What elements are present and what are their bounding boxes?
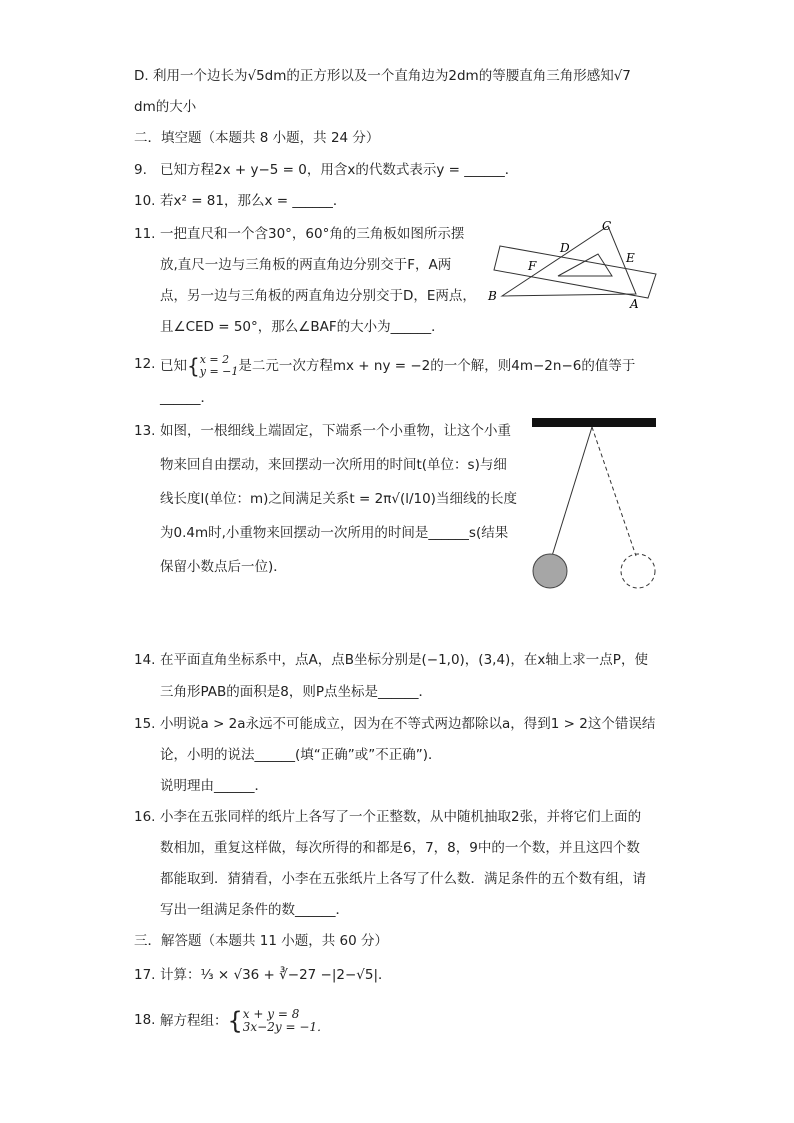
q16-line1: 小李在五张同样的纸片上各写了一个正整数，从中随机抽取2张，并将它们上面的 <box>160 809 642 825</box>
q15-number: 15. <box>134 716 156 732</box>
q14-line1: 在平面直角坐标系中，点A，点B坐标分别是(−1,0)，(3,4)，在x轴上求一点P，使 <box>160 652 648 668</box>
pendulum-string-swing <box>592 427 636 556</box>
option-d-line2: dm的大小 <box>134 99 197 115</box>
q9-text: 已知方程2x + y−5 = 0，用含x的代数式表示y = ______． <box>160 162 519 178</box>
q18-eq-bottom: 3x−2y = −1． <box>242 1020 330 1034</box>
q14-number: 14. <box>134 652 156 668</box>
q11-line4: 且∠CED = 50°，那么∠BAF的大小为______． <box>160 319 445 335</box>
q13-line4: 为0.4m时,小重物来回摆动一次所用的时间是______s(结果 <box>160 525 509 541</box>
q12-eq-top: x = 2 <box>199 353 230 366</box>
section-3-heading: 三．解答题（本题共 11 小题，共 60 分） <box>134 933 389 949</box>
q11-line2: 放,直尺一边与三角板的两直角边分别交于F，A两 <box>160 257 452 273</box>
ruler-triangle-figure <box>486 216 666 316</box>
q16-line3: 都能取到．猜猜看，小李在五张纸片上各写了什么数．满足条件的五个数有组，请 <box>160 871 646 887</box>
pendulum-string <box>552 427 592 556</box>
q16-number: 16. <box>134 809 156 825</box>
q15-line1: 小明说a > 2a永远不可能成立，因为在不等式两边都除以a，得到1 > 2这个错误结 <box>160 716 656 732</box>
q16-line4: 写出一组满足条件的数______． <box>160 902 349 918</box>
label-d: D <box>560 241 570 255</box>
q12-line1 <box>160 354 635 378</box>
q13-line3: 线长度l(单位：m)之间满足关系t = 2π√(l/10)当细线的长度 <box>160 491 517 507</box>
label-c: C <box>602 219 612 233</box>
q15-line2: 论，小明的说法______(填“正确”或”不正确”)． <box>160 747 442 763</box>
q13-number: 13. <box>134 423 156 439</box>
q10-number: 10. <box>134 193 156 209</box>
q18-eq-top: x + y = 8 <box>242 1007 300 1021</box>
q12-number: 12. <box>134 356 156 372</box>
q17-number: 17. <box>134 967 156 983</box>
q12-eq-bottom: y = −1 <box>199 365 239 378</box>
q18-line <box>160 1008 329 1034</box>
q13-line1: 如图，一根细线上端固定，下端系一个小重物，让这个小重 <box>160 423 511 439</box>
q9-number: 9. <box>134 162 147 178</box>
label-f: F <box>528 259 537 273</box>
q13-line2: 物来回自由摆动，来回摆动一次所用的时间t(单位：s)与细 <box>160 457 507 473</box>
triangle-outer <box>502 226 636 296</box>
q14-line2: 三角形PAB的面积是8，则P点坐标是______． <box>160 684 433 700</box>
q16-line2: 数相加，重复这样做，每次所得的和都是6，7，8，9中的一个数，并且这四个数 <box>160 840 640 856</box>
q11-line3: 点，另一边与三角板的两直角边分别交于D，E两点， <box>160 288 476 304</box>
q18-prefix: 解方程组： <box>160 1013 228 1029</box>
q17-text: 计算：⅓ × √36 + ∛−27 −|2−√5|． <box>160 967 392 983</box>
option-d-line1: D. 利用一个边长为√5dm的正方形以及一个直角边为2dm的等腰直角三角形感知√7 <box>134 68 631 84</box>
q12-line2: ______． <box>160 390 214 406</box>
q13-line5: 保留小数点后一位)． <box>160 559 287 575</box>
q11-line1: 一把直尺和一个含30°，60°角的三角板如图所示摆 <box>160 226 465 242</box>
pendulum-bob <box>533 554 567 588</box>
q15-line3: 说明理由______． <box>160 778 268 794</box>
q11-number: 11. <box>134 226 156 242</box>
pendulum-figure <box>528 414 660 594</box>
label-a: A <box>630 297 639 311</box>
q12-prefix: 已知 <box>160 358 187 374</box>
ceiling-bar <box>532 418 656 427</box>
brace-icon: { <box>187 354 200 378</box>
q12-suffix: 是二元一次方程mx + ny = −2的一个解，则4m−2n−6的值等于 <box>238 358 636 374</box>
pendulum-bob-swing <box>621 554 655 588</box>
q18-number: 18. <box>134 1012 156 1028</box>
brace-icon: { <box>227 1007 243 1035</box>
q12-system <box>200 354 239 378</box>
q10-text: 若x² = 81，那么x = ______． <box>160 193 347 209</box>
label-e: E <box>626 251 635 265</box>
q18-system <box>243 1008 329 1034</box>
label-b: B <box>488 289 497 303</box>
section-2-heading: 二．填空题（本题共 8 小题，共 24 分） <box>134 130 380 146</box>
